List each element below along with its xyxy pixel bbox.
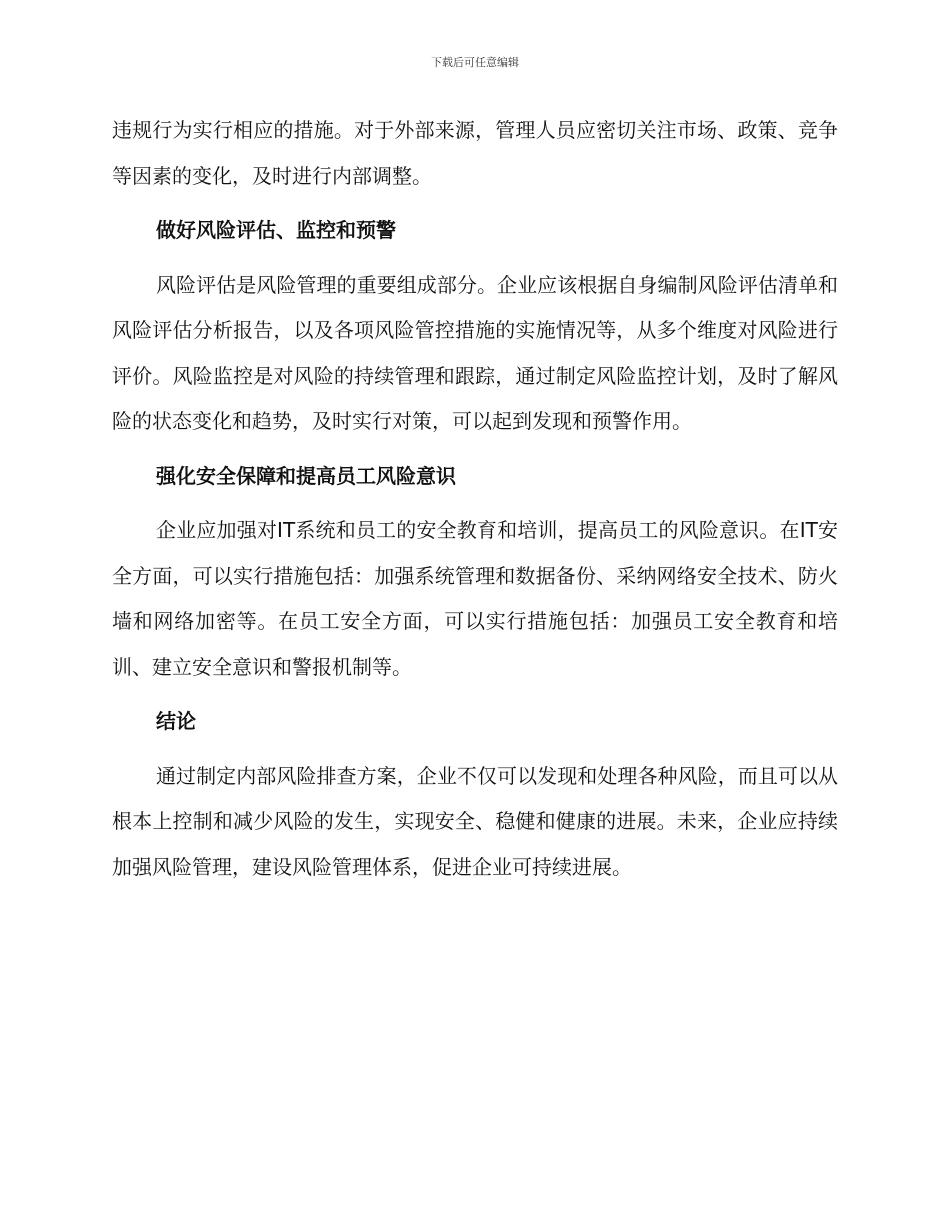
paragraph-risk-assessment: 风险评估是风险管理的重要组成部分。企业应该根据自身编制风险评估清单和风险评估分析报告，以及各项风险管控措施的实施情况等，从多个维度对风险进行评价。风险监控是对风险的持续管理和跟踪，通过制定风险监控计划，及时了解风险的状态变化和趋势，及时实行对策，可以起到发现和预警作用。 [112,272,838,433]
paragraph-conclusion: 通过制定内部风险排查方案，企业不仅可以发现和处理各种风险，而且可以从根本上控制和减少风险的发生，实现安全、稳健和健康的进展。未来，企业应持续加强风险管理，建设风险管理体系，促进企业可持续进展。 [112,763,838,879]
page-header-note: 下载后可任意编辑 [431,56,519,69]
paragraph-security: 企业应加强对IT系统和员工的安全教育和培训，提高员工的风险意识。在IT安全方面，可以实行措施包括：加强系统管理和数据备份、采纳网络安全技术、防火墙和网络加密等。在员工安全方面，可以实行措施包括：加强员工安全教育和培训、建立安全意识和警报机制等。 [112,518,838,679]
document-body [112,108,838,899]
paragraph-continuation: 违规行为实行相应的措施。对于外部来源，管理人员应密切关注市场、政策、竞争等因素的变化，及时进行内部调整。 [112,118,838,188]
section-heading-conclusion: 结论 [156,709,196,733]
section-heading-risk-assessment: 做好风险评估、监控和预警 [156,218,396,242]
section-heading-security: 强化安全保障和提高员工风险意识 [156,463,456,488]
